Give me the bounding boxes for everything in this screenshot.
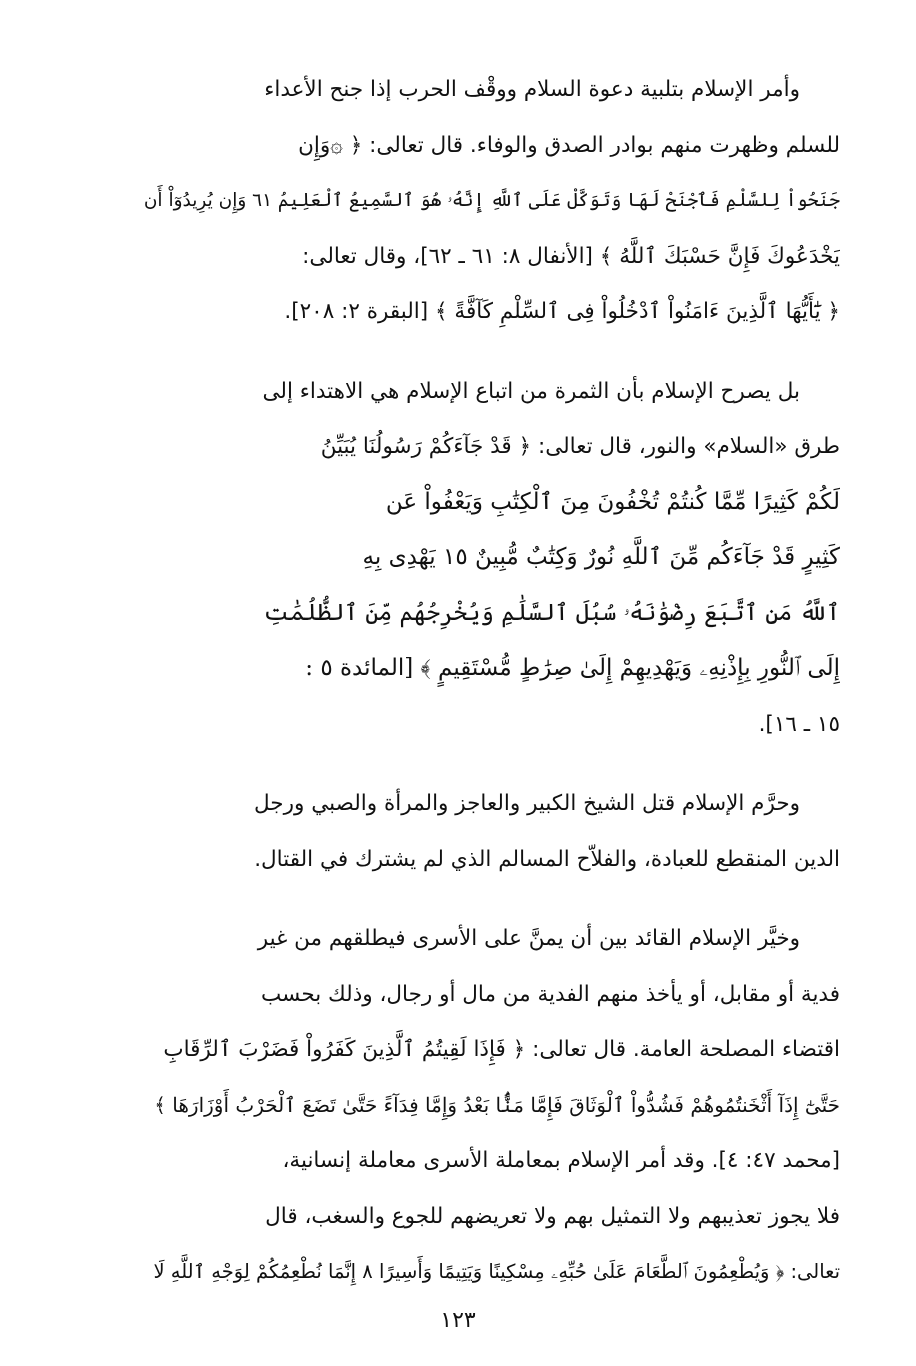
text-line: يَخْدَعُوكَ فَإِنَّ حَسْبَكَ ٱللَّهُ ﴾ [الأنفال ٨: ٦١ ـ ٦٢]، وقال تعالى:	[302, 243, 840, 269]
quran-verse-line: ٱللَّهُ مَنِ ٱتَّبَعَ رِضْوَٰنَهُۥ سُبُلَ ٱلسَّلَٰمِ وَيُخْرِجُهُم مِّنَ ٱلظُّلُمَٰتِ	[263, 599, 840, 626]
text-line: تعالى: ﴿ وَيُطْعِمُونَ ٱلطَّعَامَ عَلَىٰ حُبِّهِۦ مِسْكِينًا وَيَتِيمًا وَأَسِيرًا ٨ إِنَّمَا نُطْعِمُكُمْ لِوَجْهِ ٱللَّهِ لَا	[153, 1260, 840, 1283]
text-line: فدية أو مقابل، أو يأخذ منهم الفدية من مال أو رجال، وذلك بحسب	[261, 981, 840, 1007]
quran-verse-line: لَكُمْ كَثِيرًا مِّمَّا كُنتُمْ تُخْفُونَ مِنَ ٱلْكِتَٰبِ وَيَعْفُواْ عَن	[385, 488, 840, 515]
quran-verse-line: كَثِيرٍ قَدْ جَآءَكُم مِّنَ ٱللَّهِ نُورٌ وَكِتَٰبٌ مُّبِينٌ ١٥ يَهْدِى بِهِ	[362, 544, 840, 570]
text-line: بل يصرح الإسلام بأن الثمرة من اتباع الإسلام هي الاهتداء إلى	[262, 378, 800, 404]
quran-verse-line: جَنَحُواْ لِلسَّلْمِ فَٱجْنَحْ لَهَا وَتَوَكَّلْ عَلَى ٱللَّهِ إِنَّهُۥ هُوَ ٱلسَّمِيعُ ٱلْعَلِيمُ ٦١ وَإِن يُرِيدُوٓاْ أَن	[143, 190, 840, 211]
page-body	[140, 62, 840, 1300]
paragraph-non-combatants	[140, 776, 840, 887]
text-line: وخيَّر الإسلام القائد بين أن يمنَّ على الأسرى فيطلقهم من غير	[257, 926, 800, 951]
page-number: ١٢٣	[440, 1308, 476, 1333]
text-line: للسلم وظهرت منهم بوادر الصدق والوفاء. قال تعالى: ﴿ ۞وَإِن	[298, 132, 840, 158]
text-line: طرق «السلام» والنور، قال تعالى: ﴿ قَدْ جَآءَكُمْ رَسُولُنَا يُبَيِّنُ	[320, 434, 840, 459]
text-line: وحرَّم الإسلام قتل الشيخ الكبير والعاجز والمرأة والصبي ورجل	[254, 791, 800, 816]
paragraph-peace-call	[140, 62, 840, 340]
text-line: ١٥ ـ ١٦].	[758, 711, 840, 737]
text-line: وأمر الإسلام بتلبية دعوة السلام ووقْف الحرب إذا جنح الأعداء	[264, 77, 800, 102]
text-line: الدين المنقطع للعبادة، والفلاّح المسالم الذي لم يشترك في القتال.	[254, 846, 840, 872]
text-line: [محمد ٤٧: ٤]. وقد أمر الإسلام بمعاملة الأسرى معاملة إنسانية،	[282, 1148, 840, 1173]
text-line: اقتضاء المصلحة العامة. قال تعالى: ﴿ فَإِذَا لَقِيتُمُ ٱلَّذِينَ كَفَرُواْ فَضَرْبَ ٱلرِّقَابِ	[163, 1037, 840, 1062]
text-line: فلا يجوز تعذيبهم ولا التمثيل بهم ولا تعريضهم للجوع والسغب، قال	[265, 1203, 840, 1229]
paragraph-prisoners	[140, 911, 840, 1300]
quran-verse-line: إِلَى ٱلنُّورِ بِإِذْنِهِۦ وَيَهْدِيهِمْ إِلَىٰ صِرَٰطٍ مُّسْتَقِيمٍ ﴾ [المائدة ٥ :	[305, 655, 840, 681]
paragraph-paths-of-peace	[140, 364, 840, 753]
quran-verse-line: حَتَّىٰٓ إِذَآ أَثْخَنتُمُوهُمْ فَشُدُّواْ ٱلْوَثَاقَ فَإِمَّا مَنًّۢا بَعْدُ وَإِمَّا فِدَآءً حَتَّىٰ تَضَعَ ٱلْحَرْبُ أَوْزَارَهَا ﴾	[154, 1092, 840, 1117]
quran-verse-line: ﴿ يَٰٓأَيُّهَا ٱلَّذِينَ ءَامَنُواْ ٱدْخُلُواْ فِى ٱلسِّلْمِ كَآفَّةً ﴾ [البقرة ٢: ٢٠٨].	[284, 299, 840, 324]
